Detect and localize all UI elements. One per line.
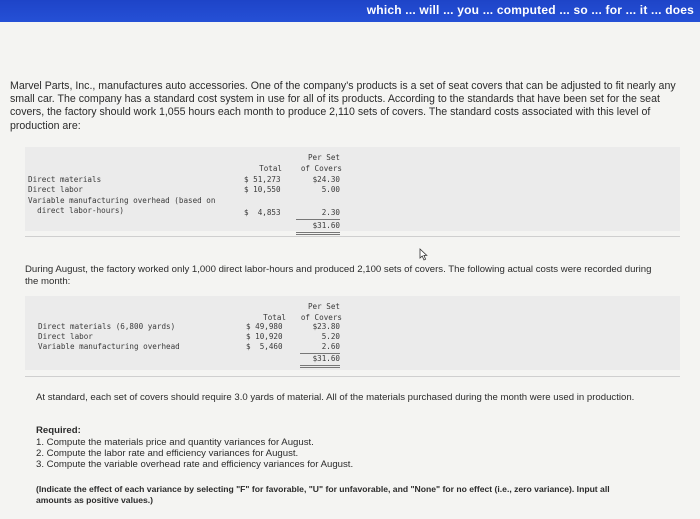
actual-row-label: Direct materials (6,800 yards) bbox=[38, 322, 176, 331]
standard-col-per-set-2: of Covers bbox=[300, 164, 342, 173]
standard-row-label: Direct labor bbox=[28, 185, 83, 194]
required-item-2: 2. Compute the labor rate and efficiency variances for August. bbox=[36, 448, 299, 459]
actual-row-label: Direct labor bbox=[38, 332, 93, 341]
standard-row-per-set: 5.00 bbox=[321, 185, 340, 194]
actual-col-per-set-1: Per Set bbox=[307, 302, 340, 311]
standard-row-label: Variable manufacturing overhead (based on bbox=[28, 196, 216, 205]
required-heading: Required: bbox=[36, 425, 81, 436]
actual-row-total: $ 10,920 bbox=[246, 332, 283, 341]
required-item-1: 1. Compute the materials price and quantity variances for August. bbox=[36, 437, 314, 448]
actual-row-per-set: 5.20 bbox=[321, 332, 340, 341]
standard-col-per-set-1: Per Set bbox=[307, 153, 340, 162]
standard-divider bbox=[25, 236, 680, 237]
actual-row-label: Variable manufacturing overhead bbox=[38, 342, 180, 351]
actual-cost-panel bbox=[25, 296, 680, 370]
top-banner-text: which ... will ... you ... computed ... so ... for ... it ... does bbox=[366, 3, 694, 17]
actual-sum: $31.60 bbox=[300, 354, 340, 368]
standard-row-label: direct labor-hours) bbox=[28, 206, 125, 215]
standard-col-total: Total bbox=[259, 164, 282, 173]
standard-sum: $31.60 bbox=[296, 221, 340, 235]
standard-cost-panel bbox=[25, 147, 680, 231]
august-paragraph: During August, the factory worked only 1,000 direct labor-hours and produced 2,100 sets of covers. The following actual costs were recorded during the month: bbox=[25, 264, 652, 287]
standard-row-total: $ 51,273 bbox=[244, 175, 281, 184]
actual-row-per-set: 2.60 bbox=[300, 342, 340, 354]
standard-row-label: Direct materials bbox=[28, 175, 102, 184]
actual-col-per-set-2: of Covers bbox=[300, 313, 342, 322]
standard-row-total: $ 4,853 bbox=[244, 208, 281, 217]
actual-row-per-set: $23.80 bbox=[312, 322, 340, 331]
standard-row-total: $ 10,550 bbox=[244, 185, 281, 194]
actual-row-total: $ 49,980 bbox=[246, 322, 283, 331]
standard-row-per-set: 2.30 bbox=[296, 208, 340, 220]
problem-intro: Marvel Parts, Inc., manufactures auto accessories. One of the company's products is a set of seat covers that can be adjusted to fit nearly any small car. The company has a standard cost system in use for all of its products. According to the standards that have been set for the seat covers, the factory should work 1,055 hours each month to produce 2,110 sets of covers. The standard costs associated with this level of production are: bbox=[10, 80, 676, 132]
mouse-cursor-icon bbox=[417, 248, 429, 262]
actual-col-total: Total bbox=[263, 313, 286, 322]
actual-row-total: $ 5,460 bbox=[246, 342, 283, 351]
actual-divider bbox=[25, 376, 680, 377]
standard-note: At standard, each set of covers should require 3.0 yards of material. All of the materials purchased during the month were used in production. bbox=[36, 392, 635, 403]
top-banner bbox=[0, 0, 700, 22]
required-instruction: (Indicate the effect of each variance by selecting "F" for favorable, "U" for unfavorable, and "None" for no effect (i.e., zero variance). Input all amounts as positive values.) bbox=[36, 484, 610, 505]
standard-row-per-set: $24.30 bbox=[312, 175, 340, 184]
required-item-3: 3. Compute the variable overhead rate and efficiency variances for August. bbox=[36, 459, 354, 470]
